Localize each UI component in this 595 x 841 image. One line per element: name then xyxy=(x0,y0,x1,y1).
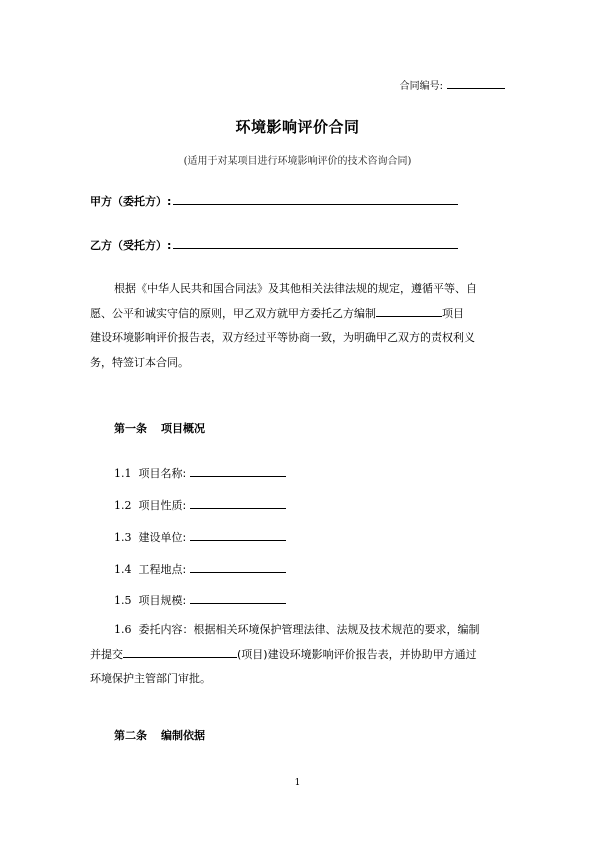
submit-project-blank[interactable] xyxy=(123,645,237,658)
scope-line-2-suffix: (项目)建设环境影响评价报告表，并协助甲方通过 xyxy=(237,647,477,661)
preamble-line-3: 建设环境影响评价报告表，双方经过平等协商一致，为明确甲乙双方的责权利义 xyxy=(90,331,475,344)
item-project-nature xyxy=(114,496,286,513)
page-subtitle: (适用于对某项目进行环境影响评价的技术咨询合同) xyxy=(183,156,412,167)
item-label: 项目名称: xyxy=(138,467,187,480)
page-title: 环境影响评价合同 xyxy=(235,118,360,136)
contract-number xyxy=(400,76,505,92)
item-number: 1.1 xyxy=(114,467,132,480)
preamble-line-1: 根据《中华人民共和国合同法》及其他相关法律法规的规定，遵循平等、自 xyxy=(114,282,477,295)
scope-line-2 xyxy=(90,643,506,668)
party-a-line xyxy=(90,192,458,209)
preamble-line-2 xyxy=(90,302,506,327)
party-b-label: 乙方（受托方）: xyxy=(90,239,172,252)
party-a-blank[interactable] xyxy=(173,192,458,205)
item-label: 项目规模: xyxy=(138,594,187,607)
item-construction-unit xyxy=(114,528,286,545)
item-label: 工程地点: xyxy=(138,563,187,576)
party-b-line xyxy=(90,236,458,253)
article-2-heading xyxy=(114,727,205,743)
article-1-title: 项目概况 xyxy=(161,422,205,435)
party-b-blank[interactable] xyxy=(173,236,458,249)
item-blank[interactable] xyxy=(190,560,286,573)
item-blank[interactable] xyxy=(190,591,286,604)
preamble-line-4: 务，特签订本合同。 xyxy=(90,355,189,369)
preamble-paragraph xyxy=(90,277,506,375)
item-number: 1.5 xyxy=(114,594,132,607)
project-name-blank[interactable] xyxy=(376,304,442,317)
item-label: 建设单位: xyxy=(138,531,187,544)
page-number: 1 xyxy=(294,778,301,788)
item-blank[interactable] xyxy=(190,528,286,541)
article-1-number: 第一条 xyxy=(114,422,147,435)
contract-number-label: 合同编号: xyxy=(399,81,443,92)
scope-line-1 xyxy=(90,618,506,643)
item-project-location xyxy=(114,560,286,577)
preamble-line-2-suffix: 项目 xyxy=(442,306,464,320)
item-number: 1.2 xyxy=(114,499,132,512)
item-blank[interactable] xyxy=(190,496,286,509)
article-2-number: 第二条 xyxy=(114,729,147,742)
party-a-label: 甲方（委托方）: xyxy=(90,195,172,208)
item-number: 1.3 xyxy=(114,531,132,544)
item-label: 项目性质: xyxy=(138,499,187,512)
article-1-heading xyxy=(114,420,205,436)
preamble-line-2-text: 愿、公平和诚实守信的原则，甲乙双方就甲方委托乙方编制 xyxy=(90,306,376,320)
contract-number-blank[interactable] xyxy=(447,76,505,89)
scope-line-1-text: 委托内容：根据相关环境保护管理法律、法规及技术规范的要求，编制 xyxy=(138,623,480,636)
scope-paragraph xyxy=(90,618,506,692)
article-2-title: 编制依据 xyxy=(161,729,205,742)
item-project-name xyxy=(114,464,286,481)
scope-line-3: 环境保护主管部门审批。 xyxy=(90,672,211,685)
item-blank[interactable] xyxy=(190,464,286,477)
item-project-scale xyxy=(114,591,286,608)
scope-number: 1.6 xyxy=(114,623,132,636)
item-number: 1.4 xyxy=(114,563,132,576)
scope-line-2-text: 并提交 xyxy=(90,647,123,661)
